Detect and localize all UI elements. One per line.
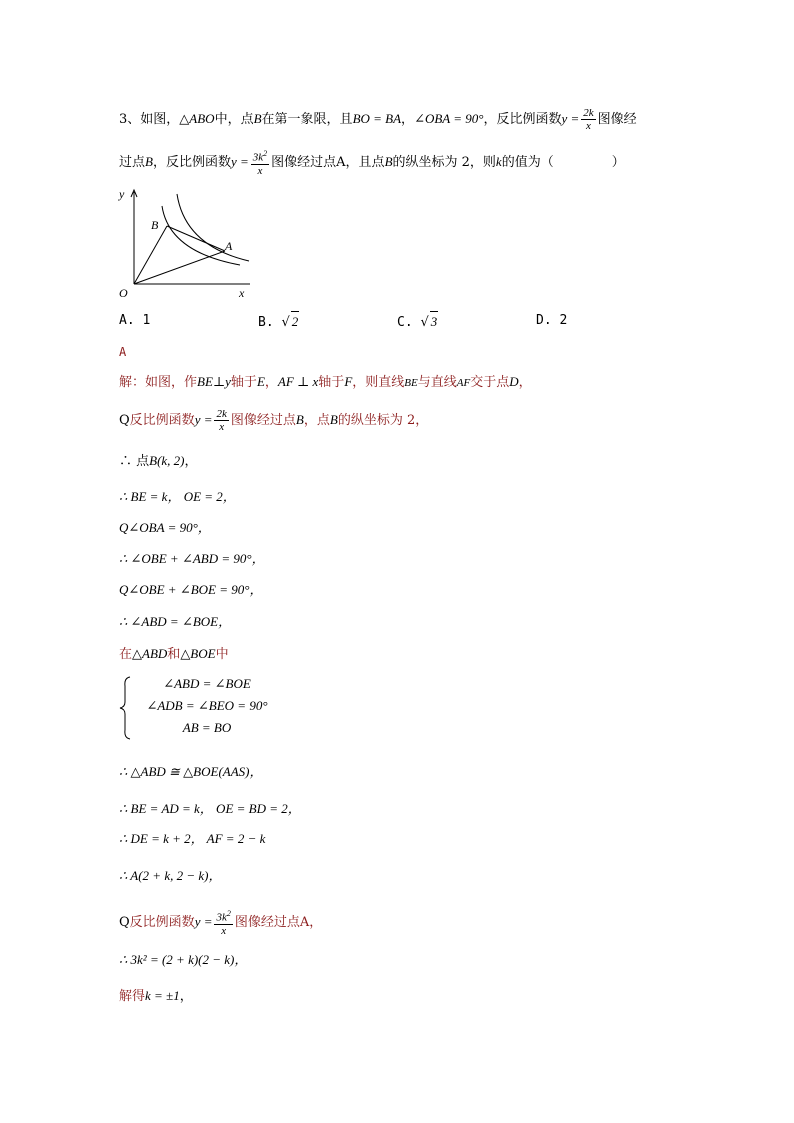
question-text: 过点: [119, 154, 146, 170]
system-row-2: ∠ADB = ∠BEO = 90°: [146, 698, 268, 713]
triangle-abo: △ABO: [179, 111, 215, 126]
x-axis-label: x: [239, 286, 245, 300]
question-text: 如图，: [140, 112, 180, 127]
question-text: 图像经: [597, 112, 637, 127]
equation-system: [119, 676, 279, 740]
y-axis-label: y: [119, 187, 125, 201]
point-b-label: B: [151, 218, 159, 232]
point-b: B: [145, 153, 153, 169]
sqrt-3: 3: [430, 311, 439, 332]
sqrt-2: 2: [291, 311, 300, 332]
system-row-1: ∠ABD = ∠BOE: [163, 676, 251, 691]
option-b[interactable]: B. √ 2: [258, 311, 299, 333]
separator: ，: [401, 112, 415, 127]
point-b: B: [253, 111, 262, 126]
question-text: 中，点: [214, 112, 254, 127]
question-text: 的值为（: [501, 154, 554, 170]
solution-line-2: Q反比例函数y = $\frac{2k}{x}$ 图像经过点B，点B的纵坐标为 2，: [119, 408, 429, 433]
fraction-3k2-over-x: $\frac{3k^2}{x}$: [216, 909, 231, 937]
solution-line-10: ∴ △ABD ≅ △BOE(AAS)，: [119, 764, 263, 779]
origin-label: O: [119, 286, 128, 300]
system-row-3: AB = BO: [182, 720, 232, 735]
question-text: 在第一象限，且: [261, 112, 353, 127]
fraction-2k-over-x: $\frac{2k}{x}$: [583, 107, 594, 132]
question-text: 的纵坐标为 2，则: [392, 154, 496, 170]
option-c[interactable]: C. √ 3: [397, 311, 438, 333]
question-number: 3、: [119, 112, 141, 127]
solution-line-5: Q∠OBA = 90°，: [119, 520, 211, 535]
solution-line-15: ∴ 3k² = (2 + k)(2 − k)，: [119, 952, 248, 967]
segment-oa: [134, 251, 225, 284]
fraction-2k-over-x: $\frac{2k}{x}$: [216, 408, 227, 433]
condition-bo-ba: BO = BA: [352, 111, 402, 126]
solution-line-7: Q∠OBE + ∠BOE = 90°，: [119, 582, 263, 597]
left-brace: [119, 676, 135, 740]
solution-line-6: ∴ ∠OBE + ∠ABD = 90°，: [119, 551, 265, 566]
curve-2k-over-x: [162, 206, 240, 265]
coordinate-figure: [117, 186, 257, 301]
point-a-label: A: [225, 239, 233, 253]
y-equals: y =: [230, 153, 249, 169]
point-b: B: [384, 153, 393, 169]
segment-ba: [167, 226, 225, 251]
condition-angle-oba: ∠OBA = 90°: [414, 111, 484, 126]
solution-line-1: 解：如图，作BE⊥y轴于E，AF ⊥ x轴于F，则直线BE与直线AF交于点D，: [119, 374, 532, 390]
solution-line-16: 解得k = ±1，: [119, 988, 193, 1004]
solution-line-4: ∴ BE = k， OE = 2，: [119, 489, 236, 504]
solution-line-8: ∴ ∠ABD = ∠BOE，: [119, 614, 232, 629]
question-line-1: [119, 107, 637, 132]
option-a[interactable]: A. 1: [119, 313, 151, 328]
question-text: ，反比例函数: [152, 154, 231, 170]
solution-line-3: ∴ 点B(k, 2)，: [119, 453, 198, 469]
option-d[interactable]: D. 2: [536, 313, 568, 328]
fraction-3k2-over-x: $\frac{3k^2}{x}$: [252, 149, 268, 177]
question-text: ）: [611, 154, 625, 170]
solution-line-11: ∴ BE = AD = k， OE = BD = 2，: [119, 801, 301, 816]
solution-line-12: ∴ DE = k + 2， AF = 2 − k: [119, 831, 266, 846]
solution-line-9: 在△ABD和△BOE中: [119, 646, 229, 662]
y-equals: y =: [561, 111, 580, 126]
segment-ob: [134, 226, 167, 284]
question-text: 图像经过点A，且点: [271, 154, 385, 170]
curve-3k2-over-x: [177, 194, 249, 261]
question-line-2: [119, 148, 625, 177]
variable-k: k: [495, 153, 502, 169]
answer-label: A: [119, 345, 127, 359]
solution-line-14: Q反比例函数y = $\frac{3k^2}{x}$ 图像经过点A，: [119, 909, 323, 937]
solution-line-13: ∴ A(2 + k, 2 − k)，: [119, 868, 222, 883]
question-text: ，反比例函数: [483, 112, 562, 127]
